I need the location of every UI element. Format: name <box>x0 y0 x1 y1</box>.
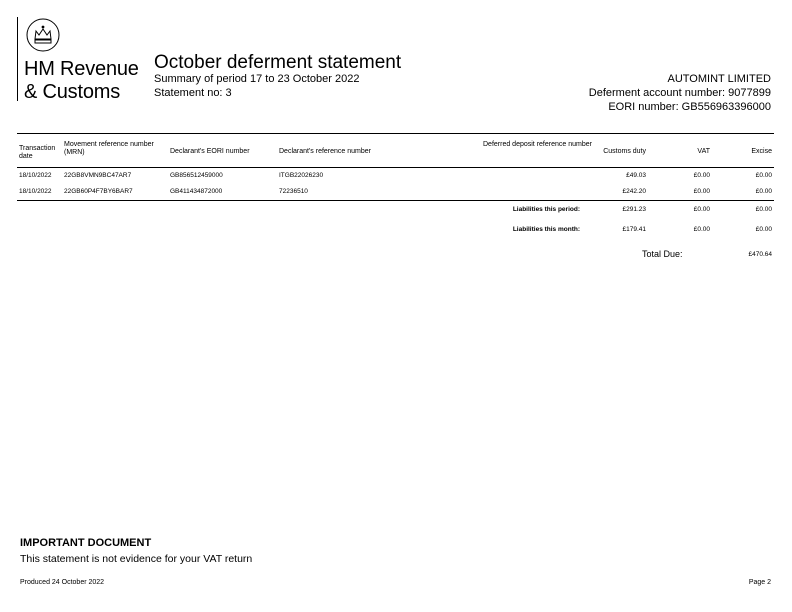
cell-declarant-eori: GB411434872000 <box>170 188 223 195</box>
col-header-date: Transaction date <box>19 145 56 160</box>
royal-crest-icon <box>26 18 60 52</box>
cell-excise: £0.00 <box>755 188 772 195</box>
cell-vat: £0.00 <box>693 188 710 195</box>
cell-date: 18/10/2022 <box>19 188 52 195</box>
cell-customs: £242.20 <box>622 188 646 195</box>
org-name-line2: & Customs <box>24 81 121 103</box>
table-top-rule <box>17 133 774 134</box>
liabilities-period-excise: £0.00 <box>755 206 772 213</box>
cell-declarant-eori: GB856512459000 <box>170 172 223 179</box>
page-title: October deferment statement <box>154 52 402 73</box>
col-header-declarant-eori: Declarant's EORI number <box>170 148 250 155</box>
cell-excise: £0.00 <box>755 172 772 179</box>
liabilities-period-customs: £291.23 <box>622 206 646 213</box>
period-summary: Summary of period 17 to 23 October 2022 <box>154 73 360 85</box>
cell-customs: £49.03 <box>626 172 646 179</box>
company-name: AUTOMINT LIMITED <box>667 73 771 85</box>
header-bottom-rule <box>17 167 774 168</box>
total-due-label: Total Due: <box>642 249 683 259</box>
liabilities-month-label: Liabilities this month: <box>512 226 580 233</box>
vat-evidence-note: This statement is not evidence for your VAT return <box>20 553 253 565</box>
cell-declarant-ref: 72236510 <box>279 188 308 195</box>
total-due-value: £470.64 <box>748 251 772 258</box>
col-header-vat: VAT <box>697 148 710 155</box>
col-header-excise: Excise <box>751 148 772 155</box>
liabilities-period-vat: £0.00 <box>693 206 710 213</box>
col-header-declarant-ref: Declarant's reference number <box>279 148 371 155</box>
page-number: Page 2 <box>748 579 771 586</box>
important-document-heading: IMPORTANT DOCUMENT <box>20 537 152 549</box>
cell-mrn: 22GB8VMN9BC47AR7 <box>64 172 132 179</box>
cell-mrn: 22GB60P4F7BY6BAR7 <box>64 188 133 195</box>
org-name-line1: HM Revenue <box>24 58 139 80</box>
liabilities-month-customs: £179.41 <box>622 226 646 233</box>
cell-vat: £0.00 <box>693 172 710 179</box>
col-header-mrn: Movement reference number (MRN) <box>64 141 154 156</box>
liabilities-month-excise: £0.00 <box>755 226 772 233</box>
statement-number: Statement no: 3 <box>154 87 232 99</box>
col-header-customs-duty: Customs duty <box>603 148 646 155</box>
logo-rule <box>17 17 18 101</box>
deferment-account-number: Deferment account number: 9077899 <box>588 87 771 99</box>
liabilities-month-vat: £0.00 <box>693 226 710 233</box>
liabilities-period-label: Liabilities this period: <box>512 206 580 213</box>
cell-date: 18/10/2022 <box>19 172 52 179</box>
cell-declarant-ref: ITGB22026230 <box>279 172 324 179</box>
col-header-deposit-ref: Deferred deposit reference number <box>483 141 592 148</box>
eori-number: EORI number: GB556963396000 <box>608 101 771 113</box>
rows-bottom-rule <box>17 200 774 201</box>
produced-date: Produced 24 October 2022 <box>20 579 105 586</box>
